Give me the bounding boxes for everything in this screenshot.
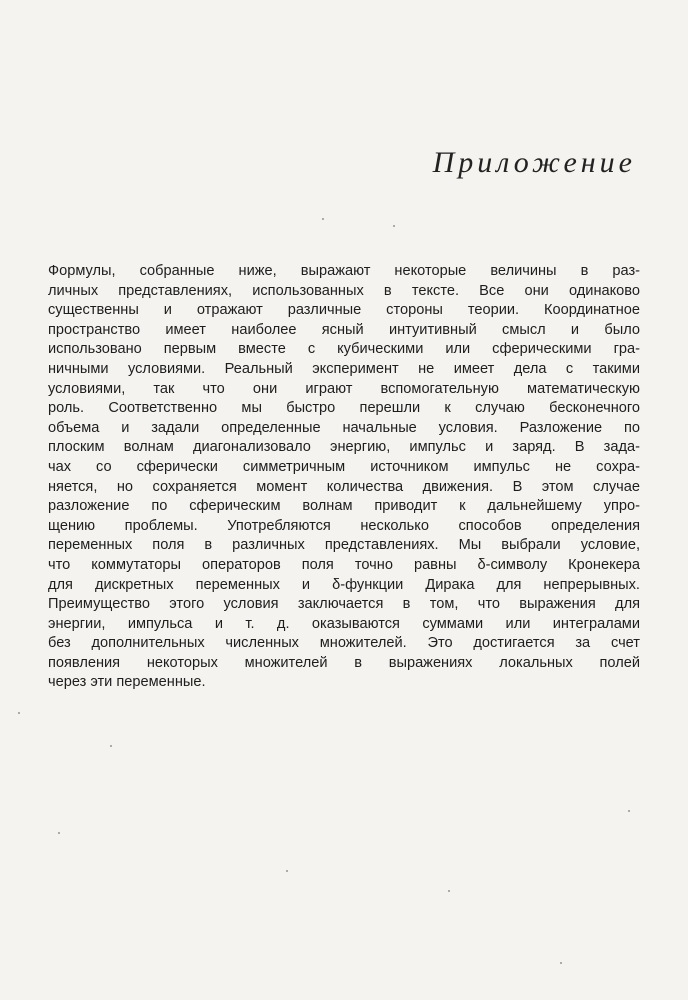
text-line: условиями, так что они играют вспомогательную математическую (48, 380, 640, 397)
text-line: плоским волнам диагонализовало энергию, импульс и заряд. В зада- (48, 439, 640, 456)
text-line: Преимущество этого условия заключается в том, что выражения для (48, 596, 640, 613)
scan-speck (58, 832, 60, 834)
text-line: энергии, импульса и т. д. оказываются суммами или интегралами (48, 615, 640, 632)
text-line: через эти переменные. (48, 674, 206, 691)
scan-speck (110, 745, 112, 747)
text-line: разложение по сферическим волнам приводит к дальнейшему упро- (48, 498, 640, 515)
text-line: няется, но сохраняется момент количества движения. В этом случае (48, 478, 640, 495)
text-line: существенны и отражают различные стороны теории. Координатное (48, 302, 640, 319)
scan-speck (560, 962, 562, 964)
text-line: использовано первым вместе с кубическими или сферическими гра- (48, 341, 640, 358)
text-line: для дискретных переменных и δ-функции Дирака для непрерывных. (48, 576, 640, 593)
text-line: появления некоторых множителей в выражениях локальных полей (48, 654, 640, 671)
scan-speck (18, 712, 20, 714)
text-line: личных представлениях, использованных в тексте. Все они одинаково (48, 282, 640, 299)
page-title: Приложение (432, 146, 636, 179)
scan-speck (286, 870, 288, 872)
text-line: чах со сферически симметричным источником импульс не сохра- (48, 458, 640, 475)
appendix-paragraph (48, 262, 640, 693)
scan-speck (393, 225, 395, 227)
text-line: переменных поля в различных представлениях. Мы выбрали условие, (48, 537, 640, 554)
scan-speck (448, 890, 450, 892)
text-line: роль. Соответственно мы быстро перешли к случаю бесконечного (48, 400, 640, 417)
text-line: объема и задали определенные начальные условия. Разложение по (48, 419, 640, 436)
text-line: пространство имеет наиболее ясный интуитивный смысл и было (48, 321, 640, 338)
scan-speck (322, 218, 324, 220)
text-line: Формулы, собранные ниже, выражают некоторые величины в раз- (48, 263, 640, 279)
text-line: ничными условиями. Реальный эксперимент не имеет дела с такими (48, 360, 640, 377)
text-line: что коммутаторы операторов поля точно равны δ-символу Кронекера (48, 556, 640, 573)
text-line: без дополнительных численных множителей. Это достигается за счет (48, 635, 640, 652)
scan-speck (628, 810, 630, 812)
text-line: щению проблемы. Употребляются несколько способов определения (48, 517, 640, 534)
